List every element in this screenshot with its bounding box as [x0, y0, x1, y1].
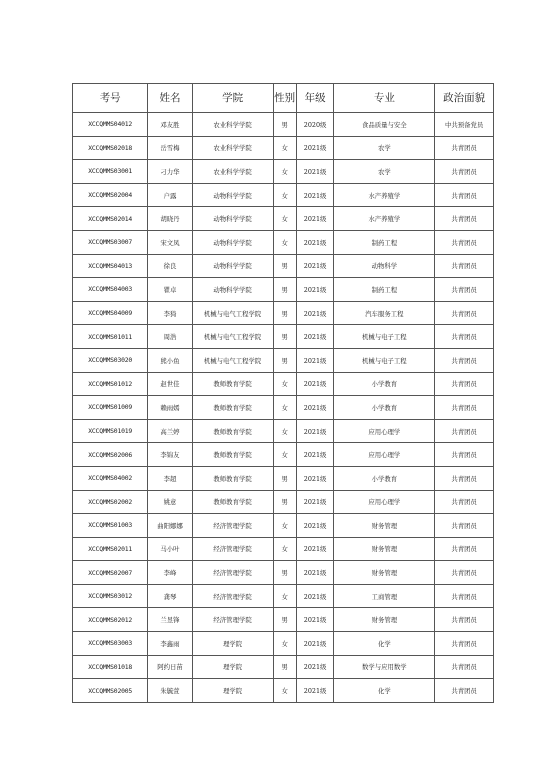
cell-college: 动物科学学院: [192, 183, 273, 207]
cell-name: 兰昱锋: [148, 608, 192, 632]
cell-gender: 男: [273, 325, 296, 349]
cell-political-status: 共青团员: [435, 537, 494, 561]
cell-political-status: 共青团员: [435, 490, 494, 514]
cell-gender: 女: [273, 372, 296, 396]
cell-college: 经济管理学院: [192, 561, 273, 585]
cell-major: 应用心理学: [334, 490, 435, 514]
table-row: [73, 396, 494, 420]
cell-college: 农业科学学院: [192, 113, 273, 137]
cell-gender: 男: [273, 466, 296, 490]
header-major: 专业: [334, 84, 435, 113]
cell-gender: 男: [273, 490, 296, 514]
header-exam-number: 考号: [73, 84, 148, 113]
cell-gender: 女: [273, 230, 296, 254]
cell-grade: 2021级: [296, 348, 334, 372]
cell-exam-number: XCCQMMS04002: [73, 466, 148, 490]
cell-exam-number: XCCQMMS03012: [73, 584, 148, 608]
cell-major: 化学: [334, 632, 435, 656]
cell-exam-number: XCCQMMS01018: [73, 655, 148, 679]
cell-college: 理学院: [192, 632, 273, 656]
table-row: [73, 348, 494, 372]
cell-grade: 2021级: [296, 278, 334, 302]
cell-exam-number: XCCQMMS02002: [73, 490, 148, 514]
cell-exam-number: XCCQMMS04012: [73, 113, 148, 137]
cell-exam-number: XCCQMMS03007: [73, 230, 148, 254]
cell-college: 农业科学学院: [192, 136, 273, 160]
cell-exam-number: XCCQMMS01011: [73, 325, 148, 349]
cell-college: 动物科学学院: [192, 230, 273, 254]
cell-college: 动物科学学院: [192, 207, 273, 231]
cell-college: 教师教育学院: [192, 419, 273, 443]
table-row: [73, 301, 494, 325]
cell-grade: 2021级: [296, 584, 334, 608]
table-row: [73, 136, 494, 160]
cell-major: 工商管理: [334, 584, 435, 608]
cell-name: 李锦友: [148, 443, 192, 467]
cell-major: 应用心理学: [334, 419, 435, 443]
cell-gender: 男: [273, 608, 296, 632]
cell-major: 小学教育: [334, 396, 435, 420]
cell-grade: 2021级: [296, 372, 334, 396]
cell-name: 周浩: [148, 325, 192, 349]
cell-exam-number: XCCQMMS04003: [73, 278, 148, 302]
cell-college: 机械与电气工程学院: [192, 301, 273, 325]
cell-political-status: 共青团员: [435, 561, 494, 585]
cell-major: 小学教育: [334, 466, 435, 490]
cell-major: 应用心理学: [334, 443, 435, 467]
cell-grade: 2021级: [296, 254, 334, 278]
table-row: [73, 655, 494, 679]
cell-political-status: 共青团员: [435, 136, 494, 160]
cell-major: 食品质量与安全: [334, 113, 435, 137]
cell-gender: 女: [273, 136, 296, 160]
header-political-status: 政治面貌: [435, 84, 494, 113]
cell-college: 教师教育学院: [192, 443, 273, 467]
cell-major: 财务管理: [334, 608, 435, 632]
cell-gender: 女: [273, 584, 296, 608]
cell-gender: 男: [273, 113, 296, 137]
header-college: 学院: [192, 84, 273, 113]
table-body: [73, 113, 494, 703]
cell-name: 阿约日苗: [148, 655, 192, 679]
table-row: [73, 372, 494, 396]
cell-gender: 女: [273, 207, 296, 231]
cell-gender: 男: [273, 655, 296, 679]
cell-name: 李峰: [148, 561, 192, 585]
cell-gender: 男: [273, 254, 296, 278]
cell-political-status: 共青团员: [435, 608, 494, 632]
cell-political-status: 共青团员: [435, 372, 494, 396]
cell-gender: 女: [273, 419, 296, 443]
cell-name: 马小叶: [148, 537, 192, 561]
cell-political-status: 共青团员: [435, 278, 494, 302]
cell-name: 李猗: [148, 301, 192, 325]
cell-exam-number: XCCQMMS04013: [73, 254, 148, 278]
cell-gender: 男: [273, 561, 296, 585]
cell-grade: 2021级: [296, 490, 334, 514]
cell-college: 理学院: [192, 679, 273, 703]
cell-name: 徐良: [148, 254, 192, 278]
cell-grade: 2021级: [296, 230, 334, 254]
cell-grade: 2021级: [296, 561, 334, 585]
cell-political-status: 共青团员: [435, 584, 494, 608]
cell-exam-number: XCCQMMS03001: [73, 160, 148, 184]
cell-grade: 2021级: [296, 655, 334, 679]
student-roster-table: [72, 83, 494, 703]
cell-gender: 女: [273, 514, 296, 538]
cell-major: 财务管理: [334, 537, 435, 561]
cell-grade: 2021级: [296, 160, 334, 184]
cell-political-status: 中共预备党员: [435, 113, 494, 137]
cell-major: 化学: [334, 679, 435, 703]
cell-name: 高兰婷: [148, 419, 192, 443]
table-row: [73, 183, 494, 207]
cell-name: 朱毓萱: [148, 679, 192, 703]
cell-exam-number: XCCQMMS02012: [73, 608, 148, 632]
cell-political-status: 共青团员: [435, 396, 494, 420]
cell-college: 经济管理学院: [192, 608, 273, 632]
cell-gender: 女: [273, 396, 296, 420]
cell-major: 农学: [334, 160, 435, 184]
cell-name: 赖雨嫣: [148, 396, 192, 420]
table-row: [73, 608, 494, 632]
cell-major: 水产养殖学: [334, 183, 435, 207]
cell-name: 胡晓丹: [148, 207, 192, 231]
cell-grade: 2021级: [296, 136, 334, 160]
cell-grade: 2021级: [296, 325, 334, 349]
cell-major: 机械与电子工程: [334, 325, 435, 349]
cell-grade: 2021级: [296, 419, 334, 443]
table-row: [73, 278, 494, 302]
cell-political-status: 共青团员: [435, 254, 494, 278]
table-row: [73, 561, 494, 585]
cell-major: 制药工程: [334, 278, 435, 302]
cell-grade: 2021级: [296, 396, 334, 420]
cell-name: 邓友胜: [148, 113, 192, 137]
cell-political-status: 共青团员: [435, 466, 494, 490]
cell-political-status: 共青团员: [435, 160, 494, 184]
cell-college: 经济管理学院: [192, 584, 273, 608]
cell-college: 机械与电气工程学院: [192, 325, 273, 349]
table-row: [73, 514, 494, 538]
cell-exam-number: XCCQMMS01012: [73, 372, 148, 396]
cell-name: 刁力华: [148, 160, 192, 184]
cell-name: 李超: [148, 466, 192, 490]
table-row: [73, 490, 494, 514]
cell-political-status: 共青团员: [435, 325, 494, 349]
cell-exam-number: XCCQMMS01009: [73, 396, 148, 420]
cell-college: 教师教育学院: [192, 466, 273, 490]
table-row: [73, 584, 494, 608]
cell-exam-number: XCCQMMS02005: [73, 679, 148, 703]
cell-grade: 2021级: [296, 183, 334, 207]
cell-major: 小学教育: [334, 372, 435, 396]
cell-political-status: 共青团员: [435, 183, 494, 207]
cell-name: 宋文凤: [148, 230, 192, 254]
cell-exam-number: XCCQMMS02004: [73, 183, 148, 207]
cell-college: 理学院: [192, 655, 273, 679]
table-row: [73, 254, 494, 278]
cell-college: 经济管理学院: [192, 537, 273, 561]
cell-college: 教师教育学院: [192, 372, 273, 396]
cell-name: 龚琴: [148, 584, 192, 608]
cell-college: 农业科学学院: [192, 160, 273, 184]
cell-college: 教师教育学院: [192, 396, 273, 420]
cell-grade: 2021级: [296, 632, 334, 656]
cell-name: 李鑫雨: [148, 632, 192, 656]
cell-political-status: 共青团员: [435, 301, 494, 325]
cell-college: 动物科学学院: [192, 254, 273, 278]
cell-gender: 女: [273, 632, 296, 656]
cell-name: 户露: [148, 183, 192, 207]
cell-gender: 女: [273, 679, 296, 703]
cell-exam-number: XCCQMMS02011: [73, 537, 148, 561]
cell-college: 教师教育学院: [192, 490, 273, 514]
cell-grade: 2021级: [296, 466, 334, 490]
cell-political-status: 共青团员: [435, 443, 494, 467]
cell-name: 曲阳娜娜: [148, 514, 192, 538]
cell-grade: 2021级: [296, 443, 334, 467]
cell-gender: 男: [273, 301, 296, 325]
table-row: [73, 113, 494, 137]
cell-grade: 2021级: [296, 608, 334, 632]
cell-gender: 男: [273, 278, 296, 302]
cell-exam-number: XCCQMMS03003: [73, 632, 148, 656]
cell-college: 机械与电气工程学院: [192, 348, 273, 372]
table-row: [73, 443, 494, 467]
cell-grade: 2021级: [296, 537, 334, 561]
cell-grade: 2021级: [296, 679, 334, 703]
cell-grade: 2021级: [296, 207, 334, 231]
cell-major: 机械与电子工程: [334, 348, 435, 372]
cell-exam-number: XCCQMMS02006: [73, 443, 148, 467]
cell-exam-number: XCCQMMS01003: [73, 514, 148, 538]
cell-political-status: 共青团员: [435, 655, 494, 679]
cell-exam-number: XCCQMMS02018: [73, 136, 148, 160]
cell-political-status: 共青团员: [435, 348, 494, 372]
cell-major: 财务管理: [334, 514, 435, 538]
cell-exam-number: XCCQMMS04009: [73, 301, 148, 325]
header-gender: 性别: [273, 84, 296, 113]
cell-grade: 2021级: [296, 301, 334, 325]
cell-gender: 男: [273, 348, 296, 372]
cell-political-status: 共青团员: [435, 632, 494, 656]
cell-gender: 女: [273, 443, 296, 467]
cell-political-status: 共青团员: [435, 679, 494, 703]
cell-major: 动物科学: [334, 254, 435, 278]
table-row: [73, 537, 494, 561]
table-row: [73, 207, 494, 231]
cell-gender: 女: [273, 183, 296, 207]
cell-political-status: 共青团员: [435, 230, 494, 254]
cell-name: 瞿卓: [148, 278, 192, 302]
cell-exam-number: XCCQMMS01019: [73, 419, 148, 443]
table-row: [73, 466, 494, 490]
table-row: [73, 419, 494, 443]
cell-political-status: 共青团员: [435, 207, 494, 231]
cell-name: 赵世佳: [148, 372, 192, 396]
cell-major: 水产养殖学: [334, 207, 435, 231]
cell-college: 动物科学学院: [192, 278, 273, 302]
cell-political-status: 共青团员: [435, 514, 494, 538]
cell-major: 财务管理: [334, 561, 435, 585]
header-grade: 年级: [296, 84, 334, 113]
table-row: [73, 325, 494, 349]
cell-major: 数学与应用数学: [334, 655, 435, 679]
table-row: [73, 230, 494, 254]
cell-major: 汽车服务工程: [334, 301, 435, 325]
cell-grade: 2021级: [296, 514, 334, 538]
cell-name: 岳雪梅: [148, 136, 192, 160]
cell-grade: 2020级: [296, 113, 334, 137]
cell-exam-number: XCCQMMS02007: [73, 561, 148, 585]
cell-gender: 女: [273, 537, 296, 561]
cell-major: 农学: [334, 136, 435, 160]
table-header-row: [73, 84, 494, 113]
header-name: 姓名: [148, 84, 192, 113]
cell-exam-number: XCCQMMS02014: [73, 207, 148, 231]
cell-name: 熊小鱼: [148, 348, 192, 372]
table-row: [73, 160, 494, 184]
cell-name: 姚意: [148, 490, 192, 514]
cell-gender: 女: [273, 160, 296, 184]
table-row: [73, 679, 494, 703]
cell-political-status: 共青团员: [435, 419, 494, 443]
cell-college: 经济管理学院: [192, 514, 273, 538]
table-row: [73, 632, 494, 656]
cell-major: 制药工程: [334, 230, 435, 254]
cell-exam-number: XCCQMMS03020: [73, 348, 148, 372]
